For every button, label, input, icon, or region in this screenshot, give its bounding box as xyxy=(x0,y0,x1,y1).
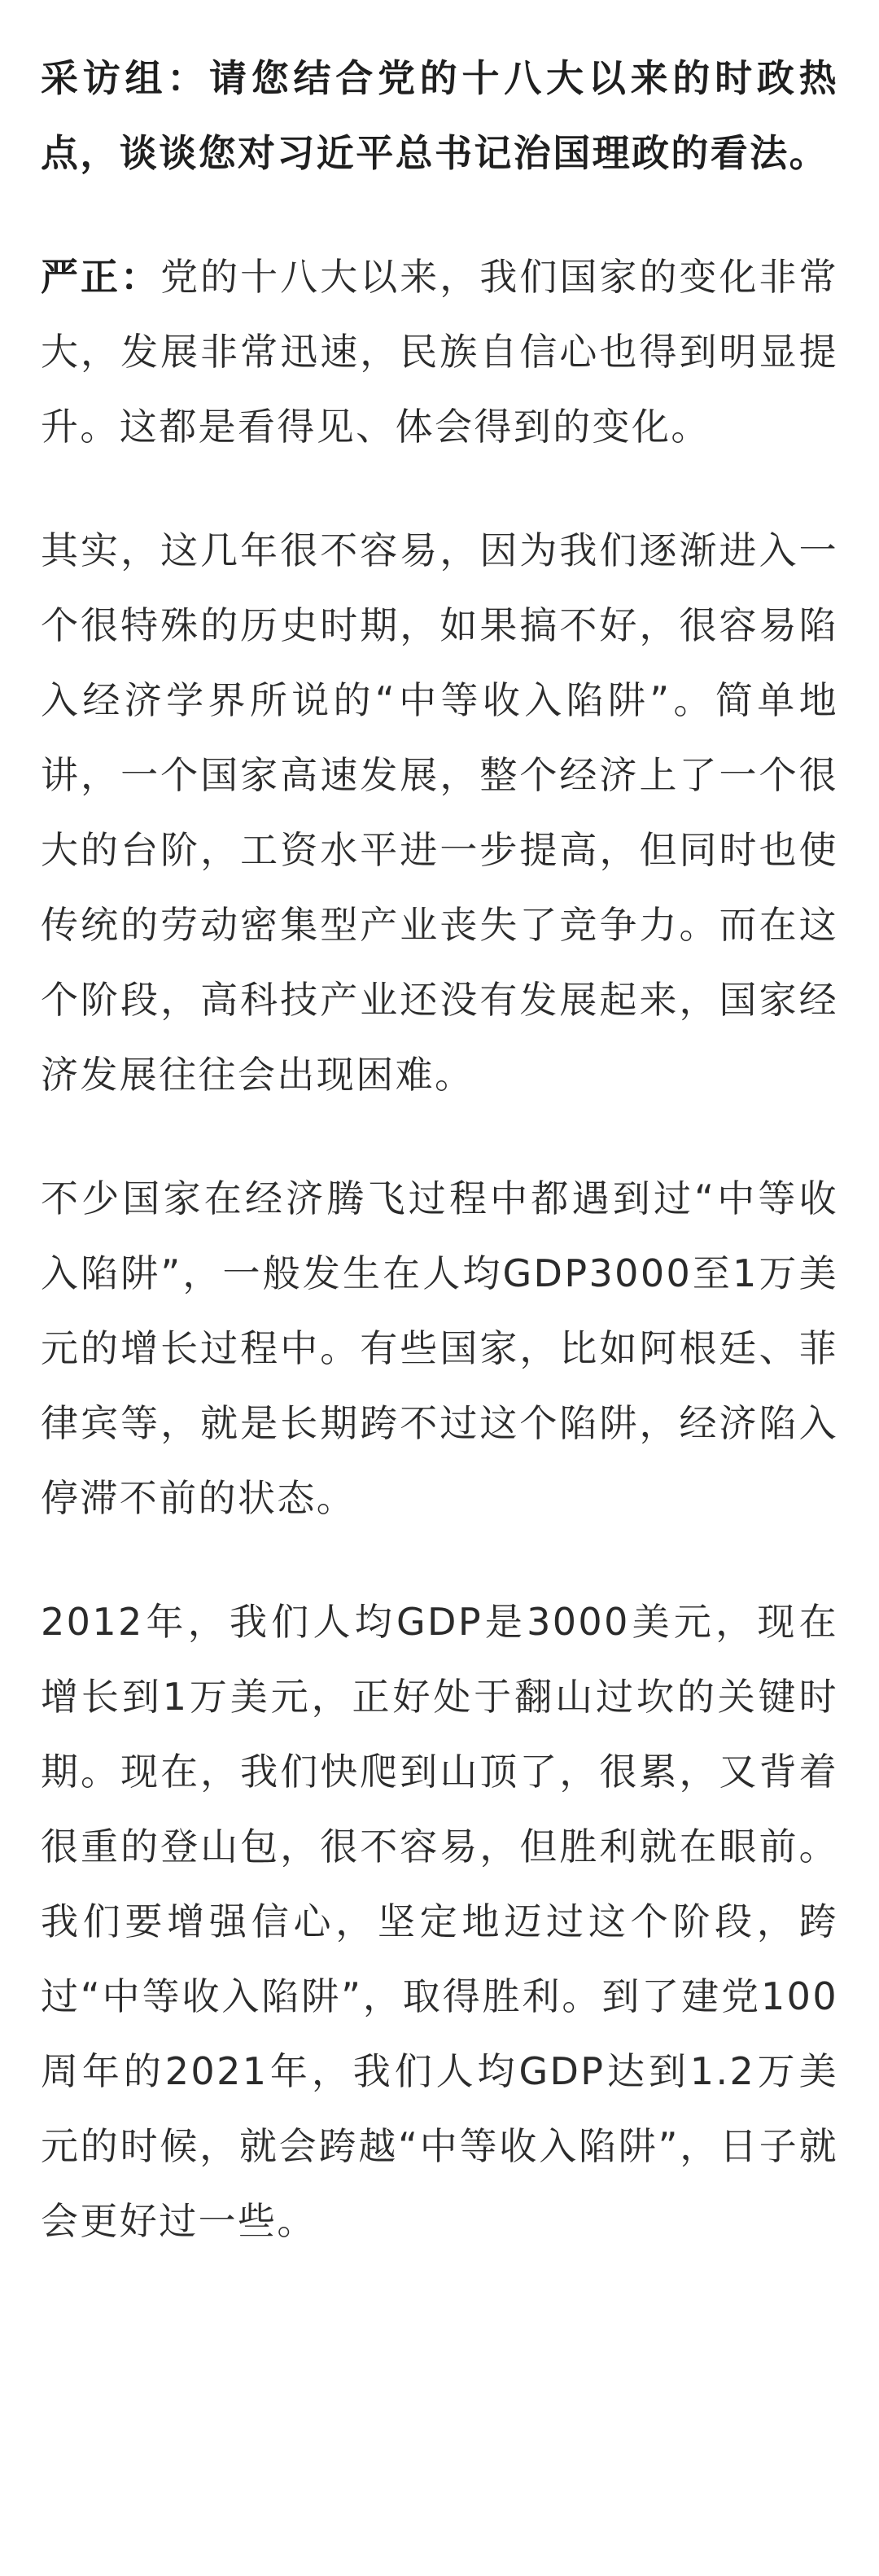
body-paragraph-3: 2012年，我们人均GDP是3000美元，现在增长到1万美元，正好处于翻山过坎的关键时期。现在，我们快爬到山顶了，很累，又背着很重的登山包，很不容易，但胜利就在眼前。我们要增强信心，坚定地迈过这个阶段，跨过“中等收入陷阱”，取得胜利。到了建党100周年的2021年，我们人均GDP达到1.2万美元的时候，就会跨越“中等收入陷阱”，日子就会更好过一些。 xyxy=(41,1600,838,2243)
answer-speaker-label: 严正： xyxy=(41,255,161,299)
interview-question: 采访组：请您结合党的十八大以来的时政热点，谈谈您对习近平总书记治国理政的看法。 xyxy=(41,56,838,175)
interview-answer-paragraph xyxy=(41,239,838,464)
answer-text: 党的十八大以来，我们国家的变化非常大，发展非常迅速，民族自信心也得到明显提升。这都是看得见、体会得到的变化。 xyxy=(41,255,838,449)
body-paragraph-2: 不少国家在经济腾飞过程中都遇到过“中等收入陷阱”，一般发生在人均GDP3000至1万美元的增长过程中。有些国家，比如阿根廷、菲律宾等，就是长期跨不过这个陷阱，经济陷入停滞不前的状态。 xyxy=(41,1176,838,1520)
body-paragraph-1: 其实，这几年很不容易，因为我们逐渐进入一个很特殊的历史时期，如果搞不好，很容易陷入经济学界所说的“中等收入陷阱”。简单地讲，一个国家高速发展，整个经济上了一个很大的台阶，工资水平进一步提高，但同时也使传统的劳动密集型产业丧失了竞争力。而在这个阶段，高科技产业还没有发展起来，国家经济发展往往会出现困难。 xyxy=(41,528,838,1097)
article-body xyxy=(41,41,838,2307)
